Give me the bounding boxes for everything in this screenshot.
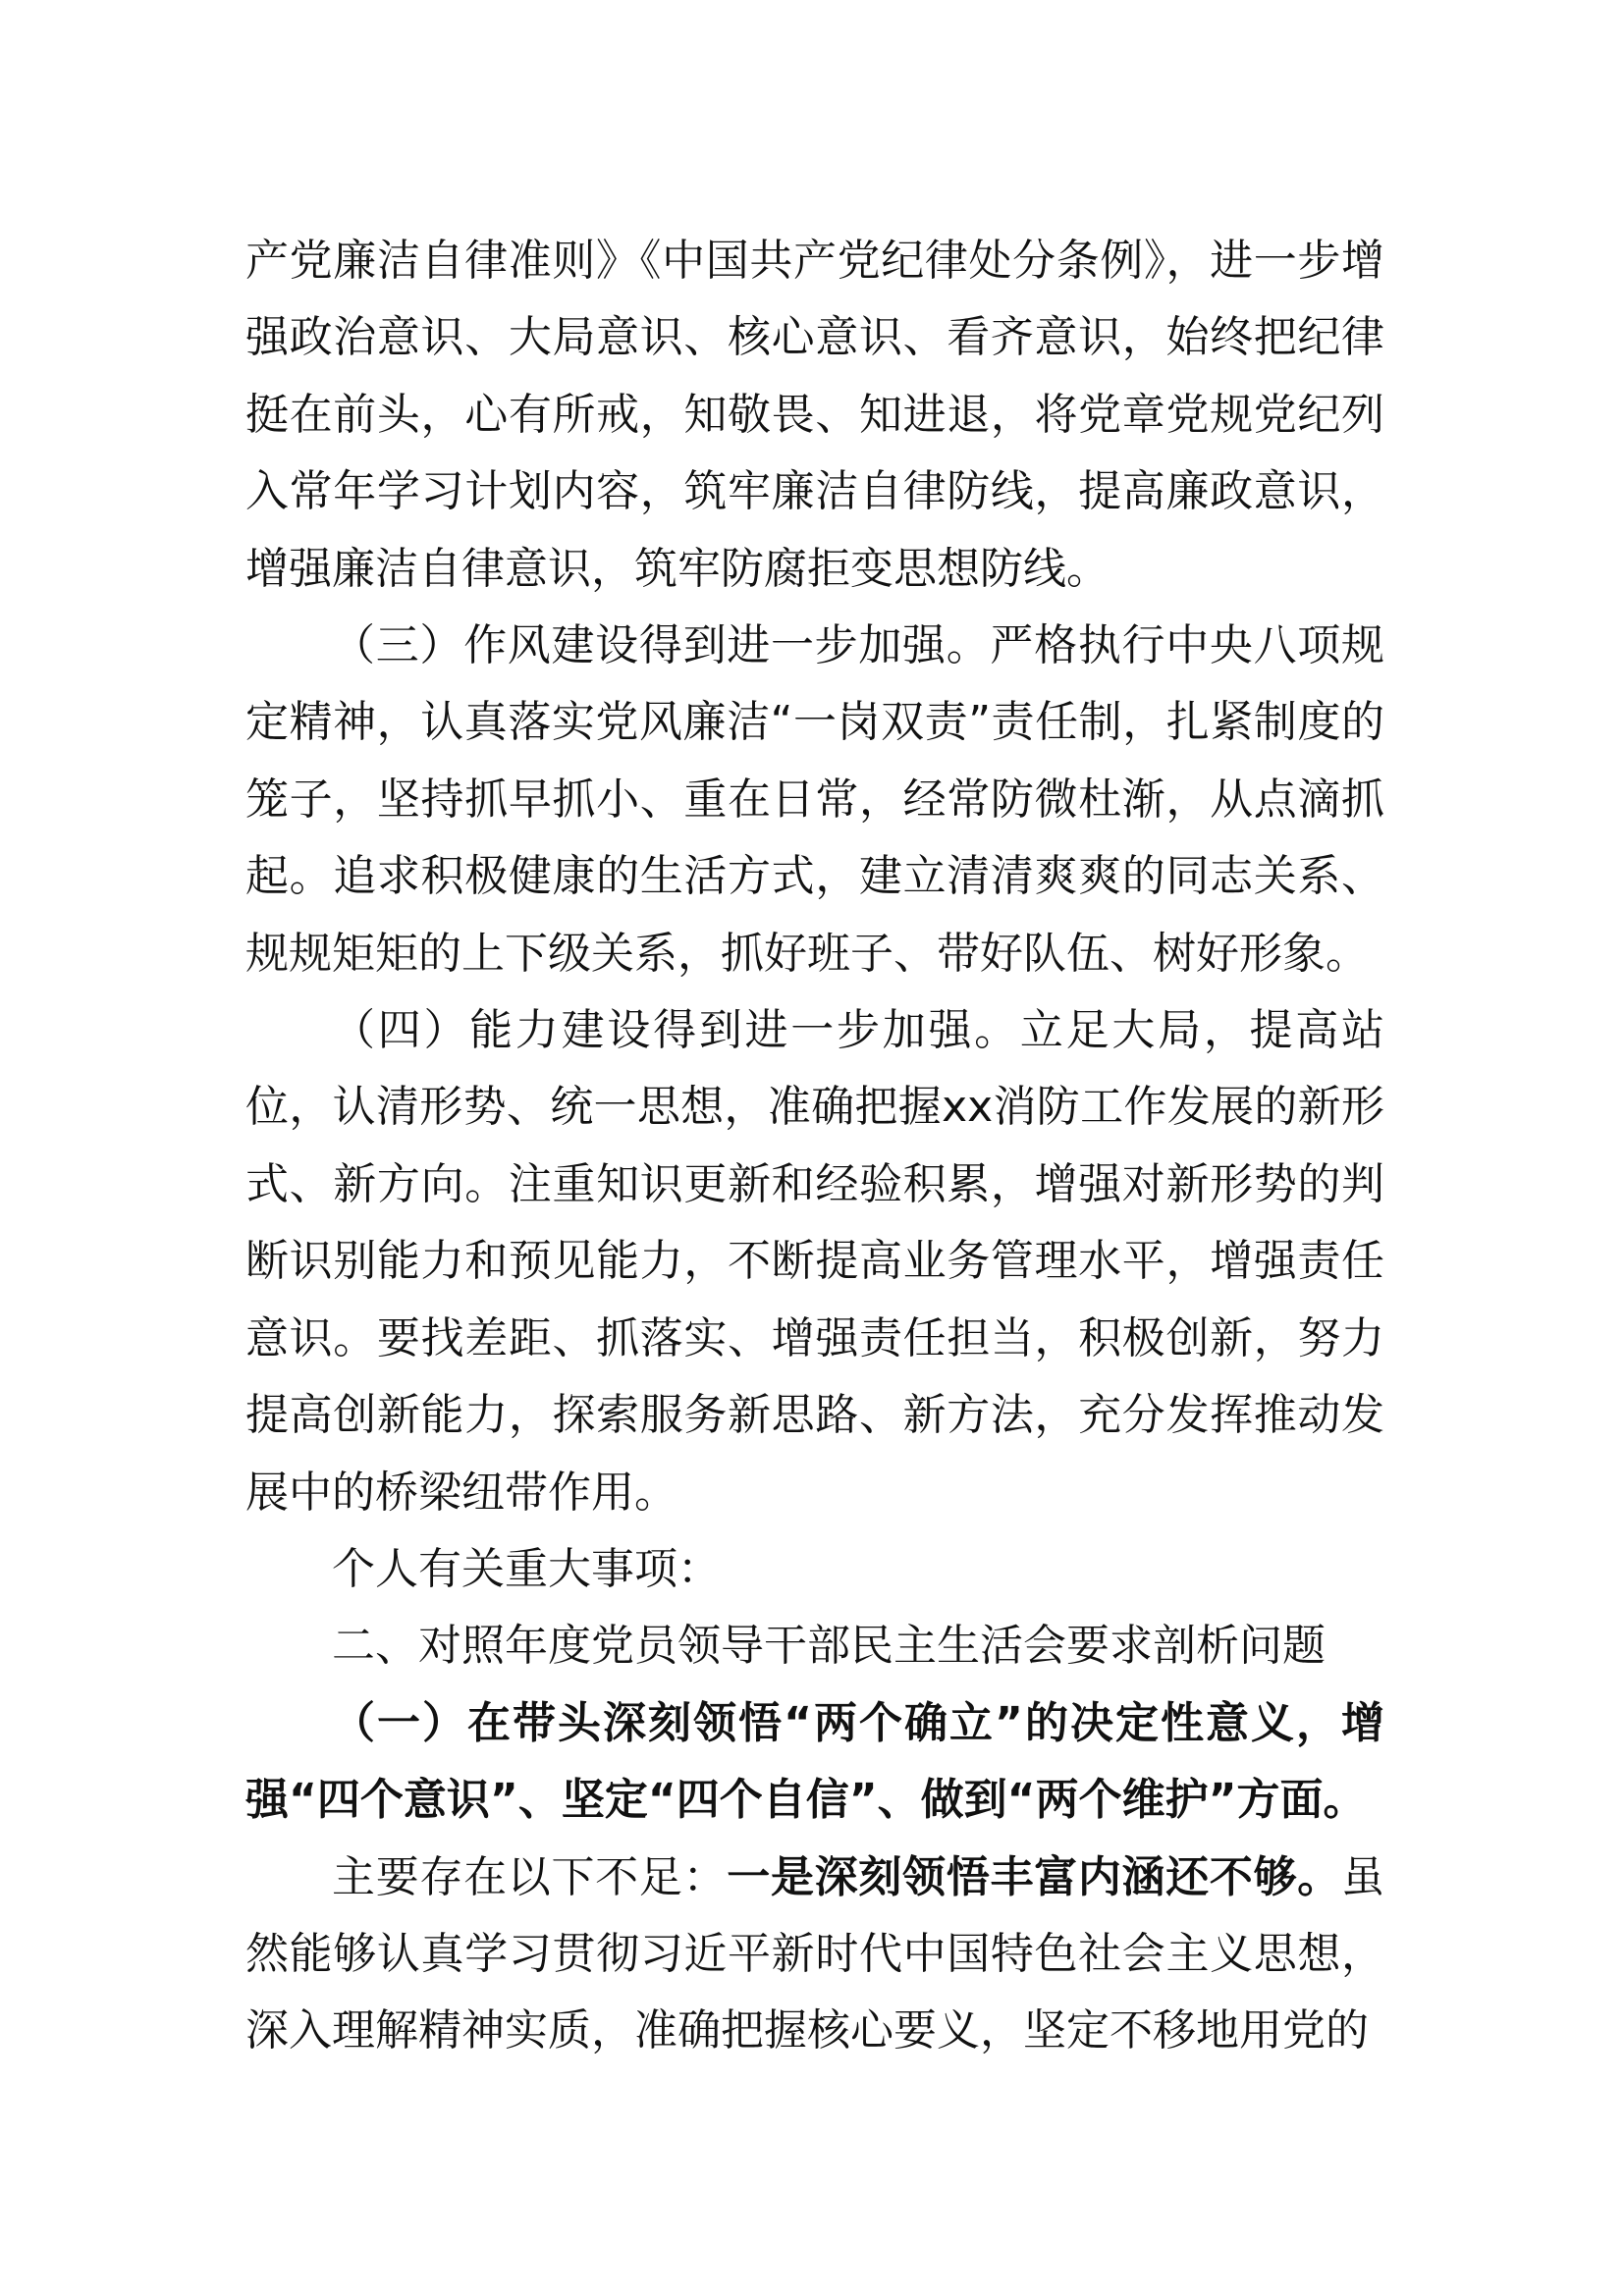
paragraph-text: 个人有关重大事项： xyxy=(332,1543,721,1594)
section-heading-text: 二、对照年度党员领导干部民主生活会要求剖析问题 xyxy=(332,1621,1326,1672)
paragraph-text: 虽然能够认真学习贯彻习近平新时代中国特色社会主义思想，深入理解精神实质，准确把握核心要义，坚定不移地用党的 xyxy=(245,1851,1385,2056)
paragraph-lead: 主要存在以下不足： xyxy=(332,1851,728,1902)
document-body xyxy=(245,223,1384,2070)
subsection-heading-one xyxy=(245,1685,1384,1840)
paragraph-work-style xyxy=(245,608,1384,992)
paragraph-discipline-continuation xyxy=(245,223,1384,608)
paragraph-bold-point: 一是深刻领悟丰富内涵还不够。 xyxy=(727,1851,1342,1902)
subsection-heading-text: （一）在带头深刻领悟“两个确立”的决定性意义，增强“四个意识”、坚定“四个自信”、做到“两个维护”方面。 xyxy=(245,1697,1384,1826)
paragraph-text: （三）作风建设得到进一步加强。严格执行中央八项规定精神，认真落实党风廉洁“一岗双责”责任制，扎紧制度的笼子，坚持抓早抓小、重在日常，经常防微杜渐，从点滴抓起。追求积极健康的生活方式，建立清清爽爽的同志关系、规规矩矩的上下级关系，抓好班子、带好队伍、树好形象。 xyxy=(245,620,1384,979)
paragraph-text: （四）能力建设得到进一步加强。立足大局，提高站位，认清形势、统一思想，准确把握xx消防工作发展的新形式、新方向。注重知识更新和经验积累，增强对新形势的判断识别能力和预见能力，不断提高业务管理水平，增强责任意识。要找差距、抓落实、增强责任担当，积极创新，努力提高创新能力，探索服务新思路、新方法，充分发挥推动发展中的桥梁纽带作用。 xyxy=(245,1005,1384,1518)
paragraph-capability xyxy=(245,992,1384,1531)
paragraph-text: 产党廉洁自律准则》《中国共产党纪律处分条例》，进一步增强政治意识、大局意识、核心意识、看齐意识，始终把纪律挺在前头，心有所戒，知敬畏、知进退，将党章党规党纪列入常年学习计划内容，筑牢廉洁自律防线，提高廉政意识，增强廉洁自律意识，筑牢防腐拒变思想防线。 xyxy=(245,236,1384,594)
paragraph-shortcomings xyxy=(245,1840,1384,2070)
paragraph-personal-matters xyxy=(245,1531,1384,1608)
section-heading-two xyxy=(245,1608,1384,1684)
